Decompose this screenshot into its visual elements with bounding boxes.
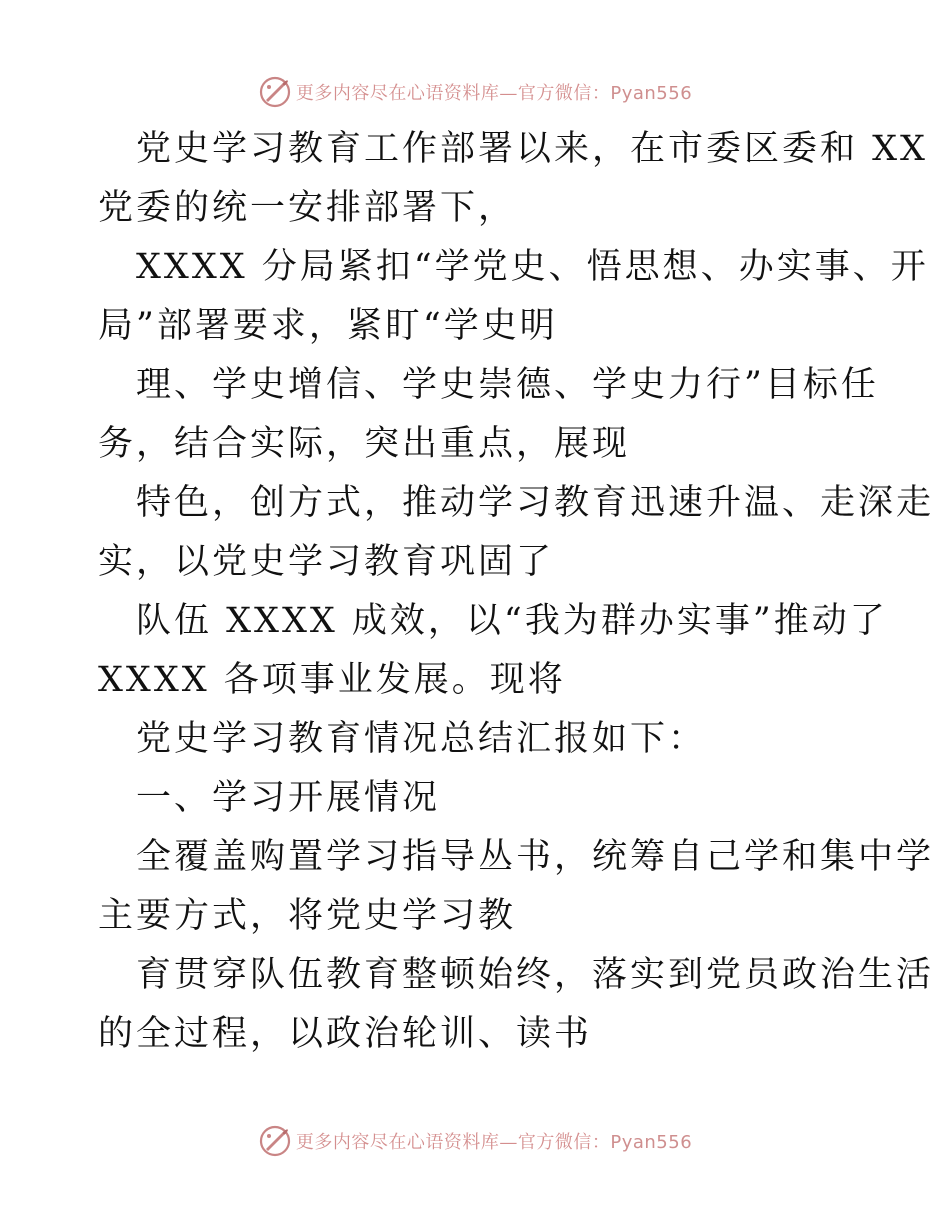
paragraph: 队伍 XXXX 成效，以“我为群办实事”推动了 XXXX 各项事业发展。现将 xyxy=(98,601,888,700)
quill-logo-icon xyxy=(258,1124,292,1158)
quill-logo-icon xyxy=(258,75,292,109)
watermark-text: 更多内容尽在心语资料库—官方微信：Pyan556 xyxy=(295,1132,693,1153)
paragraph: 党史学习教育情况总结汇报如下： xyxy=(136,719,707,759)
paragraph: 特色，创方式，推动学习教育迅速升温、走深走 实，以党史学习教育巩固了 xyxy=(98,483,935,582)
paragraph: 全覆盖购置学习指导丛书，统筹自己学和集中学 主要方式，将党史学习教 xyxy=(98,837,935,936)
footer-watermark xyxy=(0,1121,950,1161)
watermark-text: 更多内容尽在心语资料库—官方微信：Pyan556 xyxy=(295,83,693,104)
paragraph: XXXX 分局紧扣“学党史、悟思想、办实事、开 局”部署要求，紧盯“学史明 xyxy=(98,247,929,346)
document-body xyxy=(98,120,935,1064)
paragraph: 育贯穿队伍教育整顿始终，落实到党员政治生活 的全过程，以政治轮训、读书 xyxy=(98,955,935,1054)
section-heading: 一、学习开展情况 xyxy=(136,778,441,818)
paragraph: 党史学习教育工作部署以来，在市委区委和 XX 党委的统一安排部署下， xyxy=(98,129,928,228)
header-watermark xyxy=(0,72,950,112)
paragraph: 理、学史增信、学史崇德、学史力行”目标任 务，结合实际，突出重点，展现 xyxy=(98,365,879,464)
